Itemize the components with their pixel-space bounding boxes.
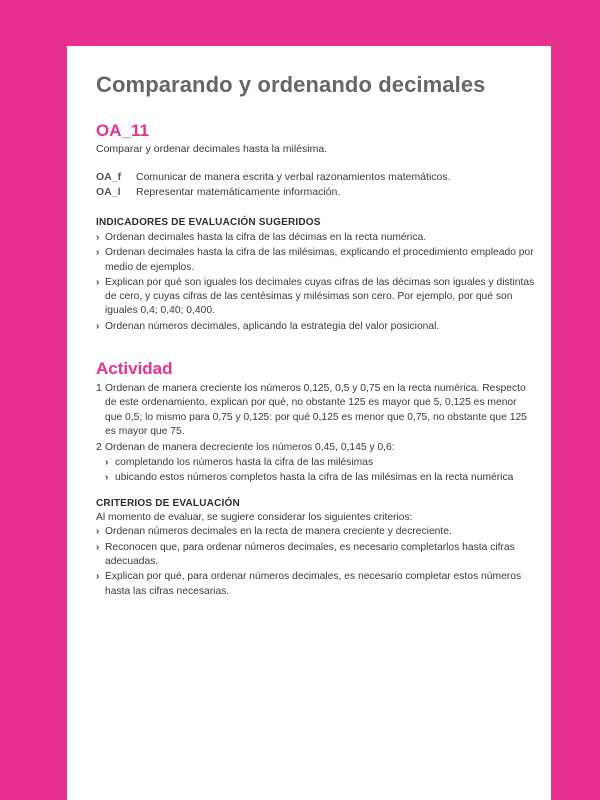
list-item xyxy=(96,320,536,334)
indicator-text: Ordenan números decimales, aplicando la estrategia del valor posicional. xyxy=(105,320,440,332)
activity-number: 1 xyxy=(96,383,102,395)
list-item xyxy=(105,456,536,470)
skills-list xyxy=(96,170,536,200)
skill-text: Comunicar de manera escrita y verbal razonamientos matemáticos. xyxy=(136,171,451,183)
activity-list xyxy=(96,382,536,485)
subitem-text: completando los números hasta la cifra de las milésimas xyxy=(115,456,374,468)
chevron-right-icon: › xyxy=(96,247,100,259)
indicators-title: INDICADORES DE EVALUACIÓN SUGERIDOS xyxy=(96,217,321,228)
activity-item xyxy=(96,441,536,485)
skill-text: Representar matemáticamente información. xyxy=(136,186,341,198)
skill-row xyxy=(96,170,536,185)
document-content xyxy=(96,72,536,600)
criterion-text: Explican por qué, para ordenar números decimales, es necesario completar estos números hasta las cifras necesarias. xyxy=(105,571,522,597)
skill-row xyxy=(96,185,536,200)
criteria-title: CRITERIOS DE EVALUACIÓN xyxy=(96,498,240,510)
chevron-right-icon: › xyxy=(96,541,100,553)
criteria-list xyxy=(96,525,536,598)
activity-sublist xyxy=(105,456,536,486)
chevron-right-icon: › xyxy=(105,456,109,468)
list-item xyxy=(96,231,536,245)
list-item xyxy=(96,246,536,275)
chevron-right-icon: › xyxy=(96,276,100,288)
activity-text: Ordenan de manera creciente los números 0,125, 0,5 y 0,75 en la recta numérica. Respecto de este ordenamiento, explican por qué, no obstante 125 es mayor que 5, 0,125 es menor que 0,5; lo mismo para 0,75 y 0,125: por qué 0,125 es menor que 0,75, no obstante que 125 es mayor que 75. xyxy=(105,383,527,437)
chevron-right-icon: › xyxy=(105,471,109,483)
list-item xyxy=(96,541,536,570)
list-item xyxy=(96,276,536,319)
list-item xyxy=(96,525,536,539)
indicator-text: Ordenan decimales hasta la cifra de las milésimas, explicando el procedimiento empleado por medio de ejemplos. xyxy=(105,247,534,273)
chevron-right-icon: › xyxy=(96,526,100,538)
indicator-text: Ordenan decimales hasta la cifra de las décimas en la recta numérica. xyxy=(105,232,427,243)
criterion-text: Ordenan números decimales en la recta de manera creciente y decreciente. xyxy=(105,526,452,538)
activity-text: Ordenan de manera decreciente los números 0,45, 0,145 y 0,6: xyxy=(105,442,395,454)
skill-code: OA_f xyxy=(96,171,122,183)
criteria-intro: Al momento de evaluar, se sugiere considerar los siguientes criterios: xyxy=(96,512,413,524)
list-item xyxy=(105,471,536,485)
activity-item xyxy=(96,382,536,439)
list-item xyxy=(96,570,536,599)
chevron-right-icon: › xyxy=(96,320,100,332)
indicators-list xyxy=(96,231,536,334)
objective-description: Comparar y ordenar decimales hasta la milésima. xyxy=(96,143,328,155)
skill-code: OA_l xyxy=(96,186,121,198)
chevron-right-icon: › xyxy=(96,571,100,583)
subitem-text: ubicando estos números completos hasta la cifra de las milésimas en la recta numérica xyxy=(115,471,514,483)
page-title: Comparando y ordenando decimales xyxy=(96,72,486,97)
criterion-text: Reconocen que, para ordenar números decimales, es necesario completarlos hasta cifras adecuadas. xyxy=(105,541,515,568)
chevron-right-icon: › xyxy=(96,232,100,243)
activity-title: Actividad xyxy=(96,359,173,379)
indicator-text: Explican por qué son iguales los decimales cuyas cifras de las décimas son iguales y distintas de cero, y cuyas cifras de las centésimas y milésimas son cero. Por ejemplo, por qué son iguales 0,4; 0,40; 0,400. xyxy=(105,276,535,317)
document-page xyxy=(67,46,551,800)
objective-code: OA_11 xyxy=(96,121,149,140)
activity-number: 2 xyxy=(96,442,102,454)
